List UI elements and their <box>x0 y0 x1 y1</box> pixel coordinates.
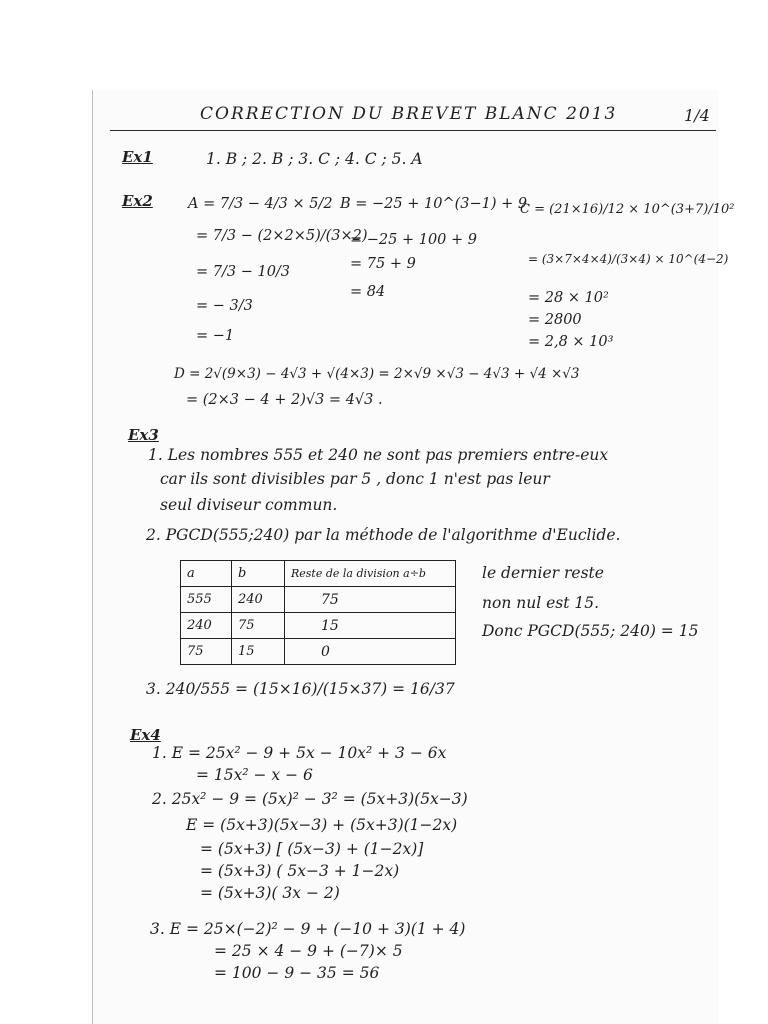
ex2-a-line-5: = −1 <box>196 328 235 344</box>
table-cell-b: 240 <box>232 587 285 613</box>
page-number: 1/4 <box>684 106 710 125</box>
ex4-line-3: 2. 25x² − 9 = (5x)² − 3² = (5x+3)(5x−3) <box>152 790 468 808</box>
ex2-b-line-3: = 75 + 9 <box>350 256 416 272</box>
table-header-row <box>181 561 456 587</box>
ex2-b-line-4: = 84 <box>350 284 386 300</box>
ex2-a-line-3: = 7/3 − 10/3 <box>196 264 291 280</box>
table-row <box>181 613 456 639</box>
ex4-line-1: 1. E = 25x² − 9 + 5x − 10x² + 3 − 6x <box>152 744 447 762</box>
table-cell-a: 240 <box>181 613 232 639</box>
table-cell-a: 75 <box>181 639 232 665</box>
ex1-label: Ex1 <box>122 148 153 166</box>
euclid-table <box>180 560 456 665</box>
pgcd-note-line-2: non nul est 15. <box>482 594 600 612</box>
ex2-a-line-4: = − 3/3 <box>196 298 253 314</box>
ex2-c-line-4: = 2800 <box>528 312 582 328</box>
ex2-c-line-2: = (3×7×4×4)/(3×4) × 10^(4−2) <box>528 252 729 266</box>
ex4-line-5: = (5x+3) [ (5x−3) + (1−2x)] <box>200 840 424 858</box>
ex3-q3: 3. 240/555 = (15×16)/(15×37) = 16/37 <box>146 680 455 698</box>
ex3-q1-line-1: 1. Les nombres 555 et 240 ne sont pas premiers entre-eux <box>148 446 609 464</box>
ex3-q2: 2. PGCD(555;240) par la méthode de l'algorithme d'Euclide. <box>146 526 621 544</box>
table-cell-remainder: 75 <box>285 587 456 613</box>
page-title: CORRECTION DU BREVET BLANC 2013 <box>200 104 618 124</box>
ex4-line-9: = 25 × 4 − 9 + (−7)× 5 <box>214 942 403 960</box>
table-cell-b: 75 <box>232 613 285 639</box>
ex4-line-4: E = (5x+3)(5x−3) + (5x+3)(1−2x) <box>186 816 458 834</box>
ex4-line-7: = (5x+3)( 3x − 2) <box>200 884 340 902</box>
ex2-c-line-5: = 2,8 × 10³ <box>528 334 614 350</box>
table-row <box>181 639 456 665</box>
ex2-a-line-2: = 7/3 − (2×2×5)/(3×2) <box>196 228 368 244</box>
table-cell-b: 15 <box>232 639 285 665</box>
ex2-b-line-2: = −25 + 100 + 9 <box>350 232 477 248</box>
table-row <box>181 587 456 613</box>
table-cell-remainder: 15 <box>285 613 456 639</box>
ex3-q1-line-2: car ils sont divisibles par 5 , donc 1 n'est pas leur <box>160 470 550 488</box>
ex4-line-8: 3. E = 25×(−2)² − 9 + (−10 + 3)(1 + 4) <box>150 920 466 938</box>
ex2-b-line-1: B = −25 + 10^(3−1) + 9 <box>340 196 528 212</box>
ex3-q1-line-3: seul diviseur commun. <box>160 496 338 514</box>
table-header-remainder: Reste de la division a÷b <box>285 561 456 587</box>
ex4-label: Ex4 <box>130 726 161 744</box>
ex2-c-line-1: C = (21×16)/12 × 10^(3+7)/10² <box>520 202 735 217</box>
table-header-a: a <box>181 561 232 587</box>
ex2-c-line-3: = 28 × 10² <box>528 290 609 306</box>
table-header-b: b <box>232 561 285 587</box>
ex4-line-6: = (5x+3) ( 5x−3 + 1−2x) <box>200 862 400 880</box>
ex2-label: Ex2 <box>122 192 153 210</box>
ex2-a-line-1: A = 7/3 − 4/3 × 5/2 <box>188 196 333 212</box>
ex2-d-line-2: = (2×3 − 4 + 2)√3 = 4√3 . <box>186 392 383 408</box>
pgcd-note-line-1: le dernier reste <box>482 564 604 582</box>
ex3-label: Ex3 <box>128 426 159 444</box>
title-underline <box>110 130 716 131</box>
ex4-line-10: = 100 − 9 − 35 = 56 <box>214 964 380 982</box>
ex1-answers: 1. B ; 2. B ; 3. C ; 4. C ; 5. A <box>206 150 423 168</box>
ex4-line-2: = 15x² − x − 6 <box>196 766 313 784</box>
table-cell-remainder: 0 <box>285 639 456 665</box>
pgcd-note-line-3: Donc PGCD(555; 240) = 15 <box>482 622 699 640</box>
ex2-d-line-1: D = 2√(9×3) − 4√3 + √(4×3) = 2×√9 ×√3 − 4√3 + √4 ×√3 <box>174 366 580 382</box>
handwritten-sheet <box>92 90 719 1024</box>
table-cell-a: 555 <box>181 587 232 613</box>
